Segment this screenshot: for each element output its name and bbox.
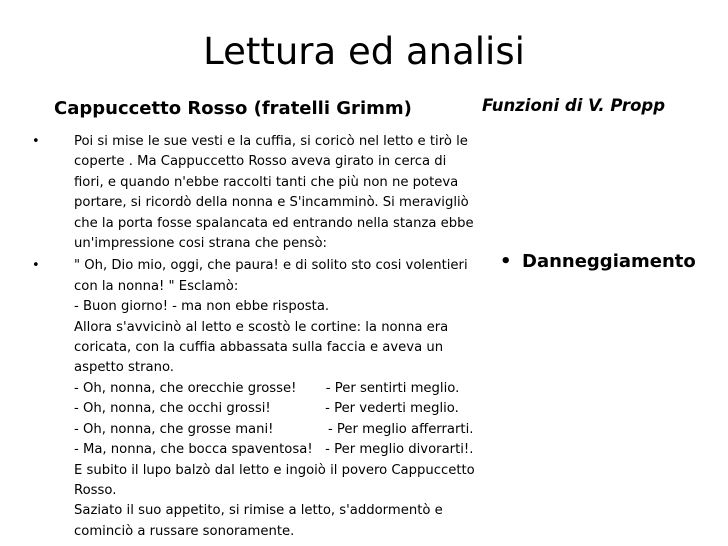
text-line: coperte . Ma Cappuccetto Rosso aveva girato in cerca di <box>74 154 447 170</box>
text-line: con la nonna! " Esclamò: <box>74 278 239 294</box>
story-paragraph-2 <box>30 256 478 542</box>
slide-title: Lettura ed analisi <box>203 30 525 73</box>
text-line: aspetto strano. <box>74 360 174 376</box>
bullet-icon: • <box>500 251 512 272</box>
bullet-icon: • <box>32 134 40 149</box>
text-line: - Buon giorno! - ma non ebbe risposta. <box>74 299 330 315</box>
dialogue-line: - Oh, nonna, che grosse mani! - Per meglio afferrarti. <box>74 421 474 437</box>
story-text-list <box>30 132 478 544</box>
bullet-icon: • <box>32 258 40 274</box>
text-line: Allora s'avvicinò al letto e scostò le cortine: la nonna era <box>74 319 449 335</box>
text-line: portare, si ricordò della nonna e S'incamminò. Si meravigliò <box>74 195 469 211</box>
propp-function-item <box>500 249 696 275</box>
dialogue-line: - Ma, nonna, che bocca spaventosa! - Per meglio divorarti!. <box>74 442 474 458</box>
text-line: E subito il lupo balzò dal letto e ingoiò il povero Cappuccetto <box>74 462 475 478</box>
text-line: fiori, e quando n'ebbe raccolti tanti che più non ne poteva <box>74 174 459 190</box>
propp-functions-list <box>500 249 696 275</box>
story-heading: Cappuccetto Rosso (fratelli Grimm) <box>54 98 412 119</box>
dialogue-line: - Oh, nonna, che occhi grossi! - Per vederti meglio. <box>74 401 459 417</box>
text-line: cominciò a russare sonoramente. <box>74 523 295 539</box>
dialogue-line: - Oh, nonna, che orecchie grosse! - Per sentirti meglio. <box>74 380 460 396</box>
story-paragraph-1 <box>30 132 478 254</box>
text-line: un'impressione cosi strana che pensò: <box>74 236 327 252</box>
text-line: Rosso. <box>74 482 117 498</box>
text-line: " Oh, Dio mio, oggi, che paura! e di solito sto cosi volentieri <box>74 258 468 274</box>
propp-function-label: Danneggiamento <box>522 251 696 272</box>
text-line: coricata, con la cuffia abbassata sulla faccia e aveva un <box>74 340 444 356</box>
propp-functions-heading: Funzioni di V. Propp <box>482 96 666 115</box>
text-line: che la porta fosse spalancata ed entrando nella stanza ebbe <box>74 215 474 231</box>
text-line: Saziato il suo appetito, si rimise a letto, s'addormentò e <box>74 503 443 519</box>
text-line: Poi si mise le sue vesti e la cuffia, si coricò nel letto e tirò le <box>74 134 468 149</box>
